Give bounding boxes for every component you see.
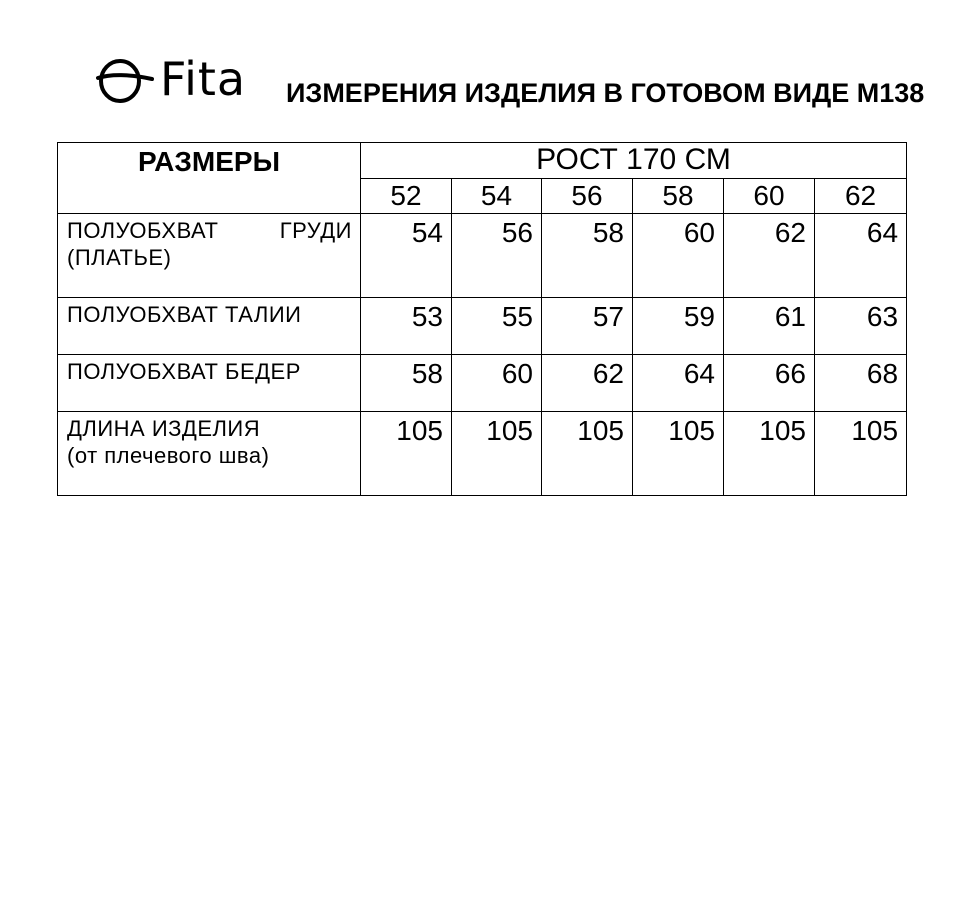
table-row	[58, 355, 907, 412]
table-cell: 55	[452, 298, 542, 355]
brand-name: Fita	[160, 52, 247, 106]
fita-logo-icon	[96, 54, 154, 104]
table-cell: 105	[633, 412, 724, 496]
table-cell: 56	[452, 214, 542, 298]
sizes-header: РАЗМЕРЫ	[137, 146, 281, 177]
table-cell: 105	[361, 412, 452, 496]
table-cell: 54	[361, 214, 452, 298]
sizes-header-cell	[58, 143, 361, 214]
size-header-cell: 60	[724, 179, 815, 214]
row-label-cell	[58, 298, 361, 355]
height-header: РОСТ 170 СМ	[536, 143, 731, 176]
row-label-cell	[58, 412, 361, 496]
table-cell: 105	[815, 412, 907, 496]
table-cell: 60	[633, 214, 724, 298]
table-cell: 68	[815, 355, 907, 412]
brand-logo	[96, 52, 256, 108]
table-row	[58, 412, 907, 496]
size-table	[57, 142, 907, 496]
height-header-cell	[361, 143, 907, 179]
table-cell: 105	[724, 412, 815, 496]
table-cell: 59	[633, 298, 724, 355]
row-label: ДЛИНА ИЗДЕЛИЯ	[67, 416, 261, 441]
table-cell: 64	[815, 214, 907, 298]
table-cell: 60	[452, 355, 542, 412]
table-cell: 53	[361, 298, 452, 355]
row-label: ПОЛУОБХВАТ БЕДЕР	[67, 359, 301, 384]
size-header-cell: 52	[361, 179, 452, 214]
table-cell: 58	[361, 355, 452, 412]
header-row-1	[58, 143, 907, 179]
table-cell: 64	[633, 355, 724, 412]
table-cell: 62	[724, 214, 815, 298]
table-row	[58, 298, 907, 355]
table-cell: 62	[542, 355, 633, 412]
size-header-cell: 58	[633, 179, 724, 214]
table-cell: 61	[724, 298, 815, 355]
table-cell: 63	[815, 298, 907, 355]
table-cell: 105	[542, 412, 633, 496]
table-cell: 66	[724, 355, 815, 412]
document-title: ИЗМЕРЕНИЯ ИЗДЕЛИЯ В ГОТОВОМ ВИДЕ M138	[286, 78, 925, 108]
row-label: ПОЛУОБХВАТ ТАЛИИ	[67, 302, 302, 327]
row-label-cell	[58, 214, 361, 298]
row-label-secondary: (ПЛАТЬЕ)	[67, 245, 172, 270]
row-label: ПОЛУОБХВАТ ГРУДИ	[67, 218, 352, 243]
row-label-secondary: (от плечевого шва)	[67, 443, 270, 468]
table-cell: 58	[542, 214, 633, 298]
size-header-cell: 56	[542, 179, 633, 214]
size-header-cell: 62	[815, 179, 907, 214]
size-header-cell: 54	[452, 179, 542, 214]
table-row	[58, 214, 907, 298]
table-cell: 57	[542, 298, 633, 355]
row-label-cell	[58, 355, 361, 412]
table-cell: 105	[452, 412, 542, 496]
